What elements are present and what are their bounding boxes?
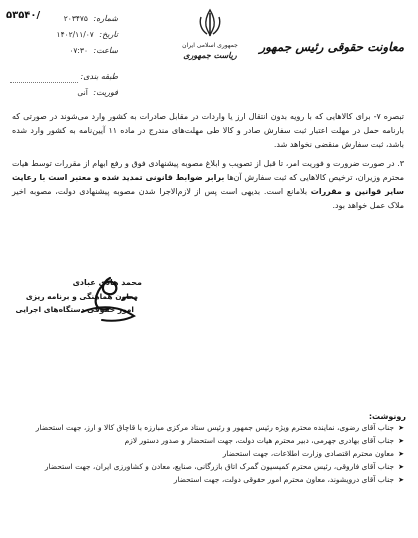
cc-recipient: جناب آقای درویشوند، معاون محترم امور حقوقی دولت، جهت استحضار — [173, 475, 394, 484]
list-item — [14, 448, 404, 460]
signatory-title-line1: معاون هماهنگی و برنامه ریزی — [25, 292, 138, 301]
emblem-caption-presidency: ریاست جمهوری — [183, 51, 237, 60]
signatory-name: محمد هادی عبادی — [72, 278, 142, 287]
meta-number-label: شماره: — [93, 14, 118, 23]
meta-date — [6, 30, 118, 39]
meta-date-value: ۱۴۰۲/۱۱/۰۷ — [56, 30, 94, 39]
list-item — [14, 422, 404, 434]
department-title: معاونت حقوقی رئیس جمهور — [259, 40, 404, 54]
emblem-caption-country: جمهوری اسلامی ایران — [182, 42, 238, 49]
iran-emblem-icon — [194, 8, 226, 38]
cc-recipient: جناب آقای رضوی، نماینده محترم ویژه رئیس جمهور و رئیس ستاد مرکزی مبارزه با قاچاق کالا و ارز، جهت استحضار — [35, 423, 394, 432]
meta-urgency-value: آنی — [77, 88, 88, 97]
arrow-bullet-icon: ➤ — [398, 463, 404, 471]
signatory-title-line2: امور حقوقی دستگاه‌های اجرایی — [15, 305, 134, 314]
cc-list — [14, 422, 404, 487]
meta-urgency-label: فوریت: — [93, 88, 118, 97]
paragraph-note-7: تبصره ۷- برای کالاهایی که با رویه بدون انتقال ارز یا واردات در مقابل صادرات به کشور وارد می‌شوند در صورتی که بارنامه حمل در مهلت اعتبار ثبت سفارش صادر و کالا طی مهلت‌های مندرج در ماده ۱۱ آیین‌نامه به کشور وارد شده باشد، ثبت سفارش منقضی نخواهد شد. — [12, 112, 405, 149]
cc-recipient: جناب آقای بهادری جهرمی، دبیر محترم هیات دولت، جهت استحضار و صدور دستور لازم — [124, 436, 394, 445]
meta-number-value: ۲۰۳۴۷۵ — [63, 14, 88, 23]
arrow-bullet-icon: ➤ — [398, 437, 404, 445]
meta-urgency — [6, 88, 118, 97]
letter-code: ۵۳۵۴۰/ — [6, 10, 41, 21]
list-item — [14, 461, 404, 473]
meta-number — [6, 14, 118, 23]
list-item — [14, 474, 404, 486]
meta-date-label: تاریخ: — [99, 30, 118, 39]
meta-classification-line — [10, 82, 78, 83]
list-item — [14, 435, 404, 447]
paragraph-item-3-emphasis: برابر ضوابط قانونی تمدید شده و معتبر است با رعایت سایر قوانین و مقررات — [12, 173, 405, 196]
cc-title: رونوشت: — [368, 412, 406, 421]
arrow-bullet-icon: ➤ — [398, 476, 404, 484]
meta-classification-label: طبقه بندی: — [80, 72, 118, 81]
arrow-bullet-icon: ➤ — [398, 424, 404, 432]
meta-time-value: ۰۷:۳۰ — [69, 46, 88, 55]
meta-classification — [6, 72, 118, 81]
paragraph-item-3-closing: بلامانع است. بدیهی است پس از لازم‌الاجرا شدن مصوبه پیشنهادی دولت، مصوبه اخیر ملاک عمل خواهد بود. — [12, 187, 404, 210]
meta-time-label: ساعت: — [93, 46, 118, 55]
cc-recipient: جناب آقای فاروقی، رئیس محترم کمیسیون گمرک اتاق بازرگانی، صنایع، معادن و کشاورزی ایران، جهت استحضار — [44, 462, 394, 471]
handwritten-signature-icon — [62, 272, 152, 332]
arrow-bullet-icon: ➤ — [398, 450, 404, 458]
paragraph-item-3 — [12, 157, 404, 213]
paragraph-item-3-intro: ۳. در صورت ضرورت و فوریت امر، تا قبل از تصویب و ابلاغ مصوبه پیشنهادی فوق و رفع ابهام از مقررات توسط هیات محترم وزیران، ترخیص کالاهایی که ثبت سفارش آن‌ها — [12, 159, 405, 182]
cc-recipient: معاون محترم اقتصادی وزارت اطلاعات، جهت استحضار — [222, 449, 394, 458]
meta-time — [6, 46, 118, 55]
